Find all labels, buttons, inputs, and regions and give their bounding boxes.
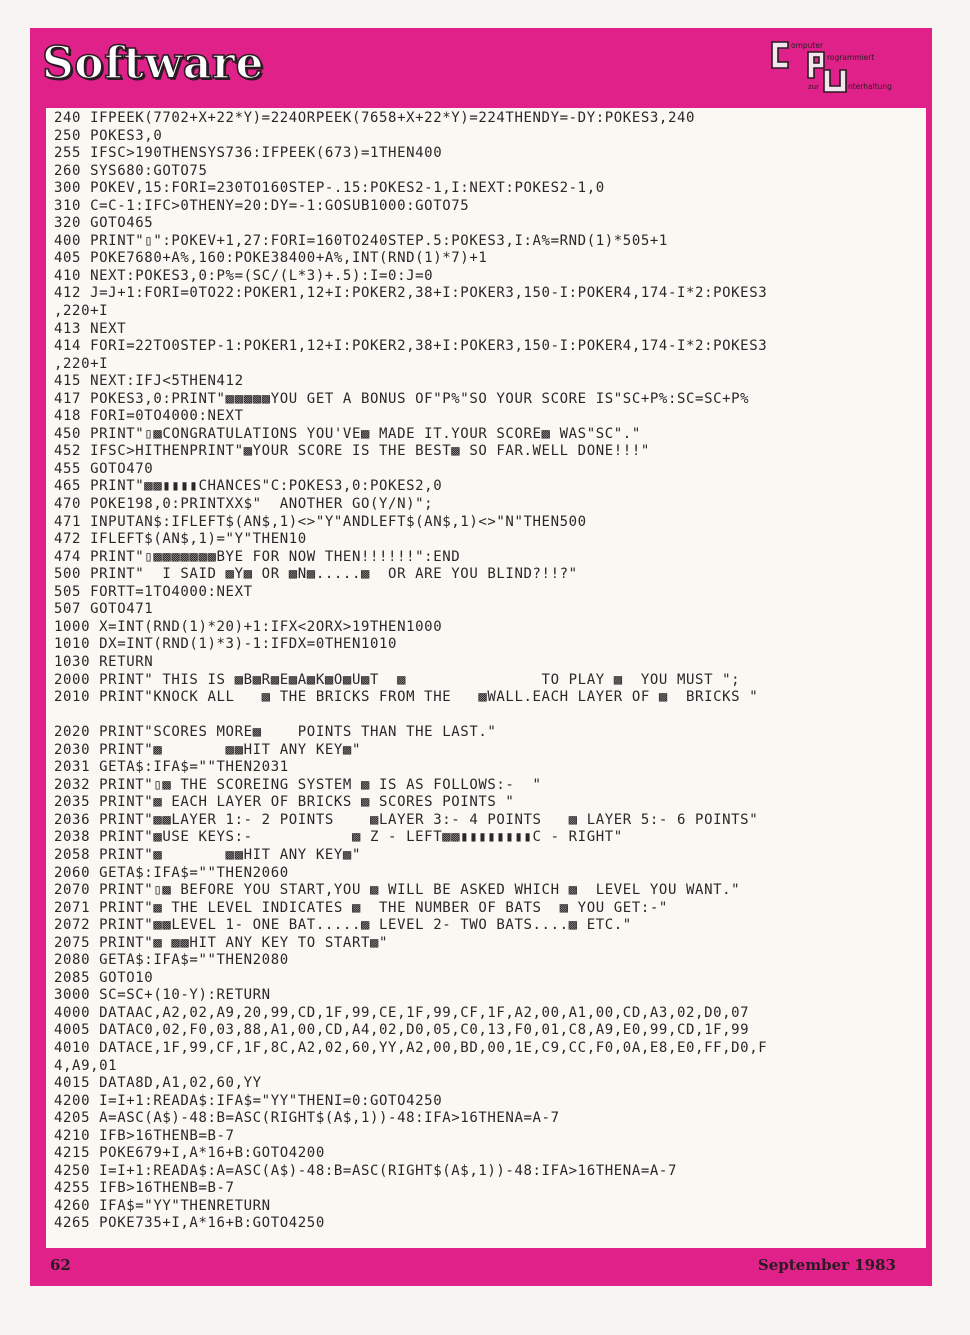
- code-line: 2080 GETA$:IFA$=""THEN2080: [54, 952, 289, 969]
- code-line: 2038 PRINT"▩USE KEYS:- ▩ Z - LEFT▩▩▮▮▮▮▮▮▮▮C - RIGHT": [54, 829, 623, 846]
- logo-line1: omputer: [791, 41, 824, 50]
- code-line: 260 SYS680:GOTO75: [54, 162, 208, 179]
- code-line: 418 FORI=0TO4000:NEXT: [54, 408, 244, 425]
- code-line: 240 IFPEEK(7702+X+22*Y)=224ORPEEK(7658+X+22*Y)=224THENDY=-DY:POKES3,240: [54, 110, 696, 126]
- code-line: 2060 GETA$:IFA$=""THEN2060: [54, 864, 289, 881]
- code-line: 255 IFSC>190THENSYS736:IFPEEK(673)=1THEN400: [54, 145, 443, 162]
- code-line: 455 GOTO470: [54, 460, 154, 477]
- code-line: 300 POKEV,15:FORI=230TO160STEP-.15:POKES2-1,I:NEXT:POKES2-1,0: [54, 180, 605, 197]
- code-line: 4260 IFA$="YY"THENRETURN: [54, 1197, 271, 1214]
- code-line: 472 IFLEFT$(AN$,1)="Y"THEN10: [54, 531, 307, 548]
- code-line: 405 POKE7680+A%,160:POKE38400+A%,INT(RND(1)*7)+1: [54, 250, 488, 267]
- code-line: 2020 PRINT"SCORES MORE▩ POINTS THAN THE LAST.": [54, 724, 497, 741]
- code-line: 507 GOTO471: [54, 601, 154, 618]
- code-line: 412 J=J+1:FORI=0TO22:POKER1,12+I:POKER2,38+I:POKER3,150-I:POKER4,174-I*2:POKES3: [54, 285, 768, 302]
- code-line: 500 PRINT" I SAID ▩Y▩ OR ▩N▩.....▩ OR ARE YOU BLIND?!!?": [54, 566, 578, 583]
- issue-date: September 1983: [757, 1256, 896, 1274]
- code-line: 2036 PRINT"▩▩LAYER 1:- 2 POINTS ▩LAYER 3:- 4 POINTS ▩ LAYER 5:- 6 POINTS": [54, 811, 759, 828]
- code-line: 4010 DATACE,1F,99,CF,1F,8C,A2,02,60,YY,A2,00,BD,00,1E,C9,CC,F0,0A,E8,E0,FF,D0,F: [54, 1039, 768, 1056]
- code-line: 470 POKE198,0:PRINTXX$" ANOTHER GO(Y/N)";: [54, 496, 434, 513]
- code-line: 1000 X=INT(RND(1)*20)+1:IFX<2ORX>19THEN1000: [54, 618, 443, 635]
- code-line: [54, 707, 922, 725]
- code-line: 474 PRINT"▯▩▩▩▩▩▩▩BYE FOR NOW THEN!!!!!!":END: [54, 548, 461, 565]
- code-line: 310 C=C-1:IFC>0THENY=20:DY=-1:GOSUB1000:GOTO75: [54, 197, 470, 214]
- listing-panel: [46, 108, 926, 1248]
- code-line: 2000 PRINT" THIS IS ▩B▩R▩E▩A▩K▩O▩U▩T ▩ TO PLAY ▩ YOU MUST ";: [54, 671, 741, 688]
- logo-line2: rogrammiert: [827, 53, 875, 62]
- logo-line3: nterhaltung: [848, 82, 892, 91]
- basic-program-listing: [54, 110, 922, 1233]
- code-line: 465 PRINT"▩▩▮▮▮▮CHANCES"C:POKES3,0:POKES2,0: [54, 478, 443, 495]
- code-line: 2031 GETA$:IFA$=""THEN2031: [54, 759, 289, 776]
- code-line: 452 IFSC>HITHENPRINT"▩YOUR SCORE IS THE BEST▩ SO FAR.WELL DONE!!!": [54, 443, 650, 460]
- code-line: 4250 I=I+1:READA$:A=ASC(A$)-48:B=ASC(RIGHT$(A$,1))-48:IFA>16THENA=A-7: [54, 1162, 677, 1179]
- code-line: 4215 POKE679+I,A*16+B:GOTO4200: [54, 1145, 325, 1162]
- code-line: 400 PRINT"▯":POKEV+1,27:FORI=160TO240STEP.5:POKES3,I:A%=RND(1)*505+1: [54, 232, 668, 249]
- code-line: 2035 PRINT"▩ EACH LAYER OF BRICKS ▩ SCORES POINTS ": [54, 794, 515, 811]
- code-line: 4255 IFB>16THENB=B-7: [54, 1180, 235, 1197]
- code-line: 2071 PRINT"▩ THE LEVEL INDICATES ▩ THE NUMBER OF BATS ▩ YOU GET:-": [54, 899, 668, 916]
- code-line: 414 FORI=22TO0STEP-1:POKER1,12+I:POKER2,38+I:POKER3,150-I:POKER4,174-I*2:POKES3: [54, 338, 768, 355]
- code-line: 1010 DX=INT(RND(1)*3)-1:IFDX=0THEN1010: [54, 636, 398, 653]
- section-title: Software: [42, 38, 264, 89]
- code-line: 4265 POKE735+I,A*16+B:GOTO4250: [54, 1215, 325, 1232]
- code-line: 3000 SC=SC+(10-Y):RETURN: [54, 987, 271, 1004]
- code-line: 1030 RETURN: [54, 653, 154, 670]
- magazine-page: [30, 28, 932, 1286]
- code-line: 4205 A=ASC(A$)-48:B=ASC(RIGHT$(A$,1))-48:IFA>16THENA=A-7: [54, 1110, 560, 1127]
- code-line: 4000 DATAAC,A2,02,A9,20,99,CD,1F,99,CE,1F,99,CF,1F,A2,00,A1,00,CD,A3,02,D0,07: [54, 1004, 750, 1021]
- code-line: 417 POKES3,0:PRINT"▩▩▩▩▩YOU GET A BONUS OF"P%"SO YOUR SCORE IS"SC+P%:SC=SC+P%: [54, 390, 750, 407]
- code-line: 413 NEXT: [54, 320, 127, 337]
- page-header: [30, 28, 932, 104]
- code-line: 4210 IFB>16THENB=B-7: [54, 1127, 235, 1144]
- code-line: 2030 PRINT"▩ ▩▩HIT ANY KEY▩": [54, 741, 361, 758]
- code-line: 2072 PRINT"▩▩LEVEL 1- ONE BAT.....▩ LEVEL 2- TWO BATS....▩ ETC.": [54, 917, 632, 934]
- code-line: 4,A9,01: [54, 1057, 118, 1074]
- code-line: 505 FORTT=1TO4000:NEXT: [54, 583, 253, 600]
- code-line: 471 INPUTAN$:IFLEFT$(AN$,1)<>"Y"ANDLEFT$(AN$,1)<>"N"THEN500: [54, 513, 587, 530]
- cpu-logo: [768, 38, 898, 94]
- code-line: 2010 PRINT"KNOCK ALL ▩ THE BRICKS FROM THE ▩WALL.EACH LAYER OF ▩ BRICKS ": [54, 689, 759, 706]
- code-line: 2085 GOTO10: [54, 969, 154, 986]
- code-line: 250 POKES3,0: [54, 127, 163, 144]
- page-number: 62: [50, 1256, 71, 1274]
- code-line: 2032 PRINT"▯▩ THE SCOREING SYSTEM ▩ IS AS FOLLOWS:- ": [54, 776, 542, 793]
- page-footer: [30, 1250, 932, 1286]
- code-line: ,220+I: [54, 303, 109, 320]
- code-line: ,220+I: [54, 355, 109, 372]
- code-line: 4005 DATAC0,02,F0,03,88,A1,00,CD,A4,02,D0,05,C0,13,F0,01,C8,A9,E0,99,CD,1F,99: [54, 1022, 750, 1039]
- code-line: 410 NEXT:POKES3,0:P%=(SC/(L*3)+.5):I=0:J=0: [54, 267, 434, 284]
- code-line: 4200 I=I+1:READA$:IFA$="YY"THENI=0:GOTO4250: [54, 1092, 443, 1109]
- code-line: 320 GOTO465: [54, 215, 154, 232]
- code-line: 2075 PRINT"▩ ▩▩HIT ANY KEY TO START▩": [54, 934, 389, 951]
- code-line: 2070 PRINT"▯▩ BEFORE YOU START,YOU ▩ WILL BE ASKED WHICH ▩ LEVEL YOU WANT.": [54, 882, 741, 899]
- code-line: 450 PRINT"▯▩CONGRATULATIONS YOU'VE▩ MADE IT.YOUR SCORE▩ WAS"SC".": [54, 425, 641, 442]
- code-line: 415 NEXT:IFJ<5THEN412: [54, 373, 244, 390]
- logo-line3-prefix: zur: [808, 83, 819, 91]
- code-line: 4015 DATA8D,A1,02,60,YY: [54, 1075, 262, 1092]
- code-line: 2058 PRINT"▩ ▩▩HIT ANY KEY▩": [54, 846, 361, 863]
- cpu-logo-graphic: [768, 38, 898, 94]
